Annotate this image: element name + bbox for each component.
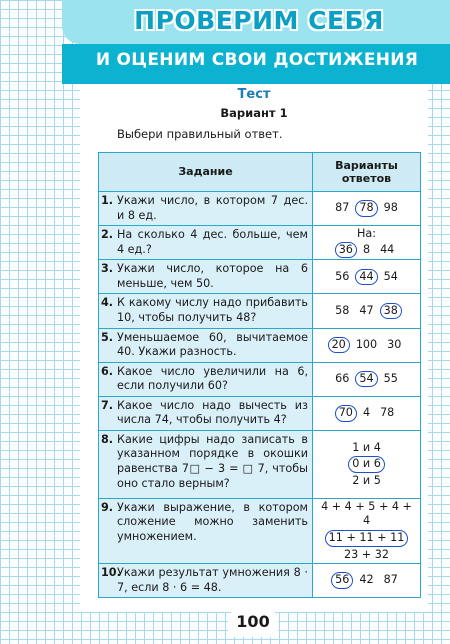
banner-title: ПРОВЕРИМ СЕБЯ	[134, 6, 384, 35]
answer-option-selected[interactable]: 0 и 6	[348, 456, 385, 473]
question-number: 5.	[101, 330, 114, 344]
question-cell	[99, 564, 313, 598]
answer-option[interactable]: 87	[383, 573, 398, 587]
answer-option[interactable]: 30	[387, 337, 402, 351]
answer-option[interactable]: 2 и 5	[352, 473, 381, 487]
question-cell	[99, 328, 313, 362]
question-row	[99, 396, 421, 430]
question-text: Укажи результат умножения 8 · 7, если 8 · 6 = 48.	[117, 566, 308, 594]
question-row	[99, 192, 421, 226]
answer-options-cell	[313, 294, 421, 328]
answer-options-cell	[313, 260, 421, 294]
answer-option[interactable]: 8	[362, 242, 371, 256]
question-row	[99, 260, 421, 294]
question-row	[99, 430, 421, 498]
answer-option[interactable]: 47	[359, 303, 374, 317]
question-number: 4.	[101, 296, 114, 310]
question-text: Укажи выражение, в котором сложение можно заменить умножением.	[117, 500, 308, 543]
question-text: Какие цифры надо записать в указанном порядке в окошки равенства 7□ − 3 = □ 7, чтобы оно стало верным?	[117, 432, 308, 490]
answer-options-cell	[313, 430, 421, 498]
header-task: Задание	[99, 153, 313, 192]
answer-option[interactable]: 66	[335, 371, 350, 385]
answer-option[interactable]: 98	[383, 201, 398, 215]
question-number: 9.	[101, 500, 114, 514]
question-number: 10.	[101, 566, 121, 580]
test-title: Тест	[237, 87, 271, 102]
question-number: 8.	[101, 432, 114, 446]
answer-option[interactable]: 54	[383, 269, 398, 283]
answer-option-selected[interactable]: 20	[328, 337, 350, 354]
answer-option[interactable]: 87	[335, 201, 350, 215]
question-cell	[99, 362, 313, 396]
question-cell	[99, 226, 313, 260]
answer-options-cell	[313, 192, 421, 226]
question-cell	[99, 294, 313, 328]
answer-options-cell	[313, 328, 421, 362]
question-row	[99, 498, 421, 563]
answer-option[interactable]: 100	[355, 337, 378, 351]
question-number: 2.	[101, 228, 114, 242]
question-row	[99, 328, 421, 362]
question-row	[99, 294, 421, 328]
answer-option-selected[interactable]: 56	[331, 572, 353, 589]
answer-options-cell	[313, 498, 421, 563]
answer-option[interactable]: 44	[380, 242, 395, 256]
answer-option-selected[interactable]: 54	[355, 371, 377, 388]
question-row	[99, 362, 421, 396]
answer-option[interactable]: 42	[359, 573, 374, 587]
question-text: На сколько 4 дес. больше, чем 4 ед.?	[117, 228, 308, 256]
answer-option-selected[interactable]: 38	[380, 303, 402, 320]
question-cell	[99, 192, 313, 226]
answer-option[interactable]: 4	[362, 406, 371, 420]
question-cell	[99, 430, 313, 498]
test-table	[98, 152, 421, 598]
question-text: Укажи число, которое на 6 меньше, чем 50.	[117, 262, 308, 290]
answer-option[interactable]: 58	[335, 303, 350, 317]
question-number: 1.	[101, 194, 114, 207]
answer-option[interactable]: 56	[335, 269, 350, 283]
section-banner	[62, 0, 450, 84]
answer-option[interactable]: 78	[380, 406, 395, 420]
question-row	[99, 226, 421, 260]
instruction-text: Выбери правильный ответ.	[117, 127, 283, 141]
question-text: Уменьшаемое 60, вычитаемое 40. Укажи разность.	[117, 330, 308, 359]
answer-option[interactable]: 4 + 4 + 5 + 4 + 4	[321, 499, 412, 528]
answer-options-cell	[313, 564, 421, 598]
question-row	[99, 564, 421, 598]
answer-option-selected[interactable]: 36	[335, 242, 357, 259]
answer-option-selected[interactable]: 44	[355, 269, 377, 286]
header-answers: Варианты ответов	[313, 153, 421, 192]
question-text: Какое число увеличили на 6, если получили 60?	[117, 364, 308, 393]
answer-options-cell	[313, 396, 421, 430]
answer-option-selected[interactable]: 78	[355, 200, 377, 217]
variant-label: Вариант 1	[220, 106, 288, 120]
banner-subtitle: И ОЦЕНИМ СВОИ ДОСТИЖЕНИЯ	[95, 50, 419, 70]
question-text: Какое число надо вычесть из числа 74, чтобы получить 4?	[117, 398, 308, 427]
answer-option-selected[interactable]: 70	[335, 405, 357, 422]
question-number: 3.	[101, 262, 114, 276]
answer-option[interactable]: 23 + 32	[344, 547, 389, 561]
question-cell	[99, 498, 313, 563]
question-text: К какому числу надо прибавить 10, чтобы получить 48?	[117, 296, 308, 324]
answer-option-selected[interactable]: 11 + 11 + 11	[325, 530, 409, 547]
question-text: Укажи число, в котором 7 дес. и 8 ед.	[117, 194, 308, 222]
question-number: 6.	[101, 364, 114, 378]
answer-options-cell	[313, 362, 421, 396]
answer-options-cell	[313, 226, 421, 260]
question-cell	[99, 260, 313, 294]
question-cell	[99, 396, 313, 430]
answer-option[interactable]: 1 и 4	[352, 440, 381, 454]
question-rows	[99, 192, 421, 598]
page-number: 100	[228, 607, 278, 637]
question-number: 7.	[101, 398, 114, 412]
answer-option[interactable]: 55	[383, 371, 398, 385]
test-content-area	[80, 84, 428, 612]
answer-prefix: На:	[356, 227, 377, 241]
